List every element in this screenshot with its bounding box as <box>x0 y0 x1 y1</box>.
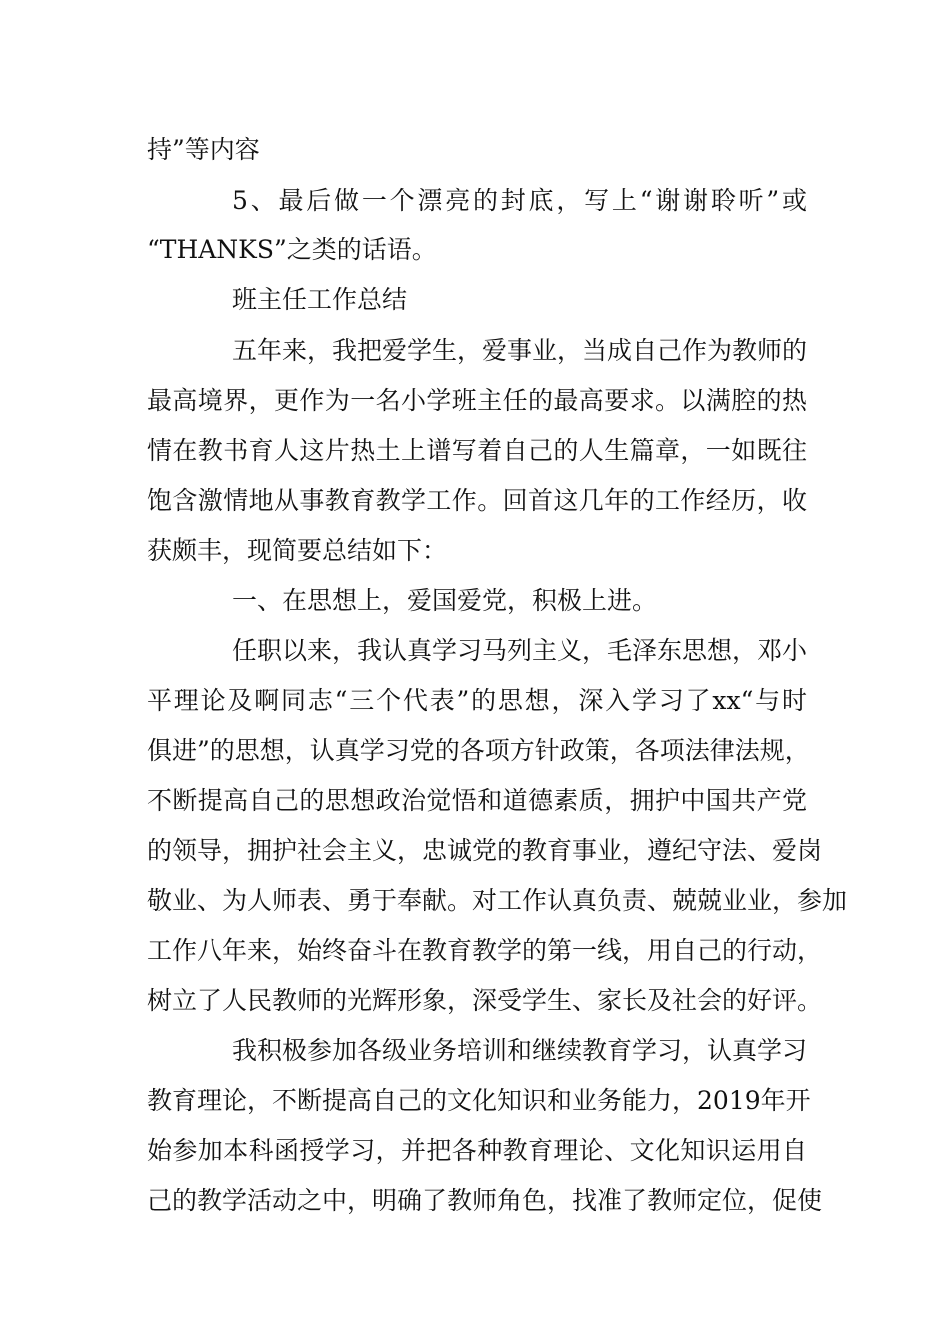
text-line: 工作八年来，始终奋斗在教育教学的第一线，用自己的行动， <box>147 936 823 965</box>
text-line: 五年来，我把爱学生，爱事业，当成自己作为教师的 <box>232 336 808 365</box>
text-line: 教育理论，不断提高自己的文化知识和业务能力，2019年开 <box>147 1086 811 1115</box>
text-line: 获颇丰，现简要总结如下： <box>147 536 448 565</box>
text-line: 俱进”的思想，认真学习党的各项方针政策，各项法律法规， <box>147 736 810 765</box>
text-line: 的领导，拥护社会主义，忠诚党的教育事业，遵纪守法、爱岗 <box>147 836 823 865</box>
text-line: 5、最后做一个漂亮的封底，写上“谢谢聆听”或 <box>232 186 807 215</box>
text-line: 树立了人民教师的光辉形象，深受学生、家长及社会的好评。 <box>147 986 823 1015</box>
text-line: 我积极参加各级业务培训和继续教育学习，认真学习 <box>232 1036 808 1065</box>
text-line: 情在教书育人这片热土上谱写着自己的人生篇章，一如既往 <box>147 436 807 465</box>
section-heading: 班主任工作总结 <box>232 285 408 314</box>
text-line: 平理论及啊同志“三个代表”的思想，深入学习了xx“与时 <box>147 686 807 715</box>
subsection-heading: 一、在思想上，爱国爱党，积极上进。 <box>232 586 658 615</box>
text-line: 敬业、为人师表、勇于奉献。对工作认真负责、兢兢业业，参加 <box>147 886 848 915</box>
text-line: 始参加本科函授学习，并把各种教育理论、文化知识运用自 <box>147 1136 807 1165</box>
text-line: 饱含激情地从事教育教学工作。回首这几年的工作经历，收 <box>147 486 807 515</box>
text-line: 任职以来，我认真学习马列主义，毛泽东思想，邓小 <box>232 636 808 665</box>
text-line: 持”等内容 <box>147 135 260 164</box>
text-line: “THANKS”之类的话语。 <box>147 235 437 264</box>
text-line: 不断提高自己的思想政治觉悟和道德素质，拥护中国共产党 <box>147 786 807 815</box>
text-line: 己的教学活动之中，明确了教师角色，找准了教师定位，促使 <box>147 1186 823 1215</box>
text-line: 最高境界，更作为一名小学班主任的最高要求。以满腔的热 <box>147 386 807 415</box>
